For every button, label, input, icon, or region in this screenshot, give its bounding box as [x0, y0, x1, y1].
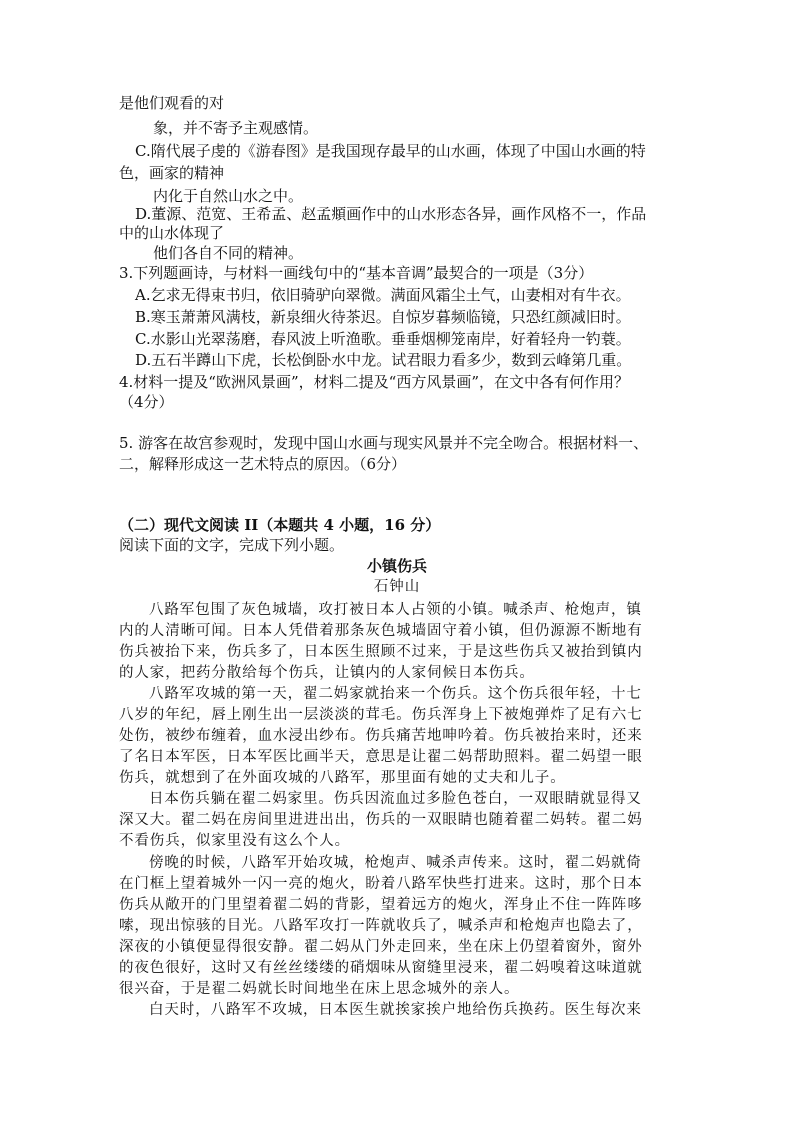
story-line: 很兴奋，于是翟二妈就长时间地坐在床上思念城外的亲人。	[119, 981, 520, 997]
question-3-option-c: C.水影山光翠荡磨，春风波上听渔歌。垂垂烟柳笼南岸，好着轻舟一钓蓑。	[135, 330, 631, 348]
story-line: 八路军攻城的第一天，翟二妈家就抬来一个伤兵。这个伤兵很年轻，十七	[149, 686, 642, 702]
story-title: 小镇伤兵	[366, 557, 427, 575]
story-line: 不看伤兵，似家里没有这么个人。	[119, 833, 350, 849]
section-2-instruction: 阅读下面的文字，完成下列小题。	[119, 536, 345, 554]
option-d-line-1: D.董源、范宽、王希孟、赵孟頫画作中的山水形态各异，画作风格不一，作品	[135, 205, 647, 223]
story-line: 白天时，八路军不攻城，日本医生就挨家挨户地给伤兵换药。医生每次来	[149, 1002, 642, 1018]
story-line: 了名日本军医，日本军医比画半天，意思是让翟二妈帮助照料。翟二妈望一眼	[119, 749, 643, 765]
option-d-line-2: 中的山水体现了	[119, 224, 225, 242]
story-line: 深夜的小镇便显得很安静。翟二妈从门外走回来，坐在床上仍望着窗外，窗外	[119, 939, 643, 955]
question-5-line-1: 5. 游客在故宫参观时，发现中国山水画与现实风景并不完全吻合。根据材料一、	[119, 434, 649, 452]
question-3-option-b: B.寒玉萧萧风满枝，新泉细火待茶迟。自惊岁暮频临镜，只恐红颜减旧时。	[135, 308, 631, 326]
question-3-stem: 3.下列题画诗，与材料一画线句中的“基本音调”最契合的一项是（3分）	[119, 264, 594, 282]
story-line: 内的人清晰可闻。日本人凭借着那条灰色城墙固守着小镇，但仍源源不断地有	[119, 623, 643, 639]
question-3-option-d: D.五石半蹲山下虎，长松倒卧水中龙。试君眼力看多少，数到云峰第几重。	[135, 351, 632, 369]
story-line: 八路军包围了灰色城墙，攻打被日本人占领的小镇。喊杀声、枪炮声，镇	[149, 602, 642, 618]
story-line: 在门框上望着城外一闪一亮的炮火，盼着八路军快些打进来。这时，那个日本	[119, 876, 643, 892]
story-line: 的夜色很好，这时又有丝丝缕缕的硝烟味从窗缝里浸来，翟二妈嗅着这味道就	[119, 960, 643, 976]
story-line: 深又大。翟二妈在房间里进进出出，伤兵的一双眼睛也随着翟二妈转。翟二妈	[119, 812, 643, 828]
section-2-heading: （二）现代文阅读 II（本题共 4 小题，16 分）	[119, 516, 441, 534]
option-b-tail-line-2: 象，并不寄予主观感情。	[153, 119, 319, 137]
question-3-option-a: A.乞求无得束书归，依旧骑驴向翠微。满面风霜尘土气，山妻相对有牛衣。	[135, 286, 631, 304]
story-line: 伤兵，就想到了在外面攻城的八路军，那里面有她的丈夫和儿子。	[119, 770, 566, 786]
story-line: 的人家，把药分散给每个伤兵，让镇内的人家伺候日本伤兵。	[119, 665, 535, 681]
story-line: 处伤，被纱布缠着，血水浸出纱布。伤兵痛苦地呻吟着。伤兵被抬来时，还来	[119, 728, 643, 744]
option-c-line-2: 色，画家的精神	[119, 164, 225, 182]
story-line: 嗦，现出惊骇的目光。八路军攻打一阵就收兵了，喊杀声和枪炮声也隐去了，	[119, 918, 643, 934]
story-line: 八岁的年纪，唇上刚生出一层淡淡的茸毛。伤兵浑身上下被炮弹炸了足有六七	[119, 707, 643, 723]
story-author: 石钟山	[373, 579, 421, 595]
question-4-line-1: 4.材料一提及“欧洲风景画”，材料二提及“西方风景画”，在文中各有何作用？	[119, 373, 629, 391]
question-5-line-2: 二，解释形成这一艺术特点的原因。（6分）	[119, 455, 407, 473]
option-c-line-3: 内化于自然山水之中。	[153, 187, 304, 205]
story-line: 傍晚的时候，八路军开始攻城，枪炮声、喊杀声传来。这时，翟二妈就倚	[149, 855, 642, 871]
option-d-line-3: 他们各自不同的精神。	[153, 244, 304, 262]
story-line: 伤兵被抬下来，伤兵多了，日本医生照顾不过来，于是这些伤兵又被抬到镇内	[119, 644, 643, 660]
option-b-tail-line-1: 是他们观看的对	[119, 94, 225, 112]
option-c-line-1: C.隋代展子虔的《游春图》是我国现存最早的山水画，体现了中国山水画的特	[135, 142, 646, 160]
question-4-line-2: （4分）	[119, 393, 174, 411]
story-line: 伤兵从敞开的门里望着翟二妈的背影，望着远方的炮火，浑身止不住一阵阵哆	[119, 897, 643, 913]
story-line: 日本伤兵躺在翟二妈家里。伤兵因流血过多脸色苍白，一双眼睛就显得又	[149, 791, 642, 807]
